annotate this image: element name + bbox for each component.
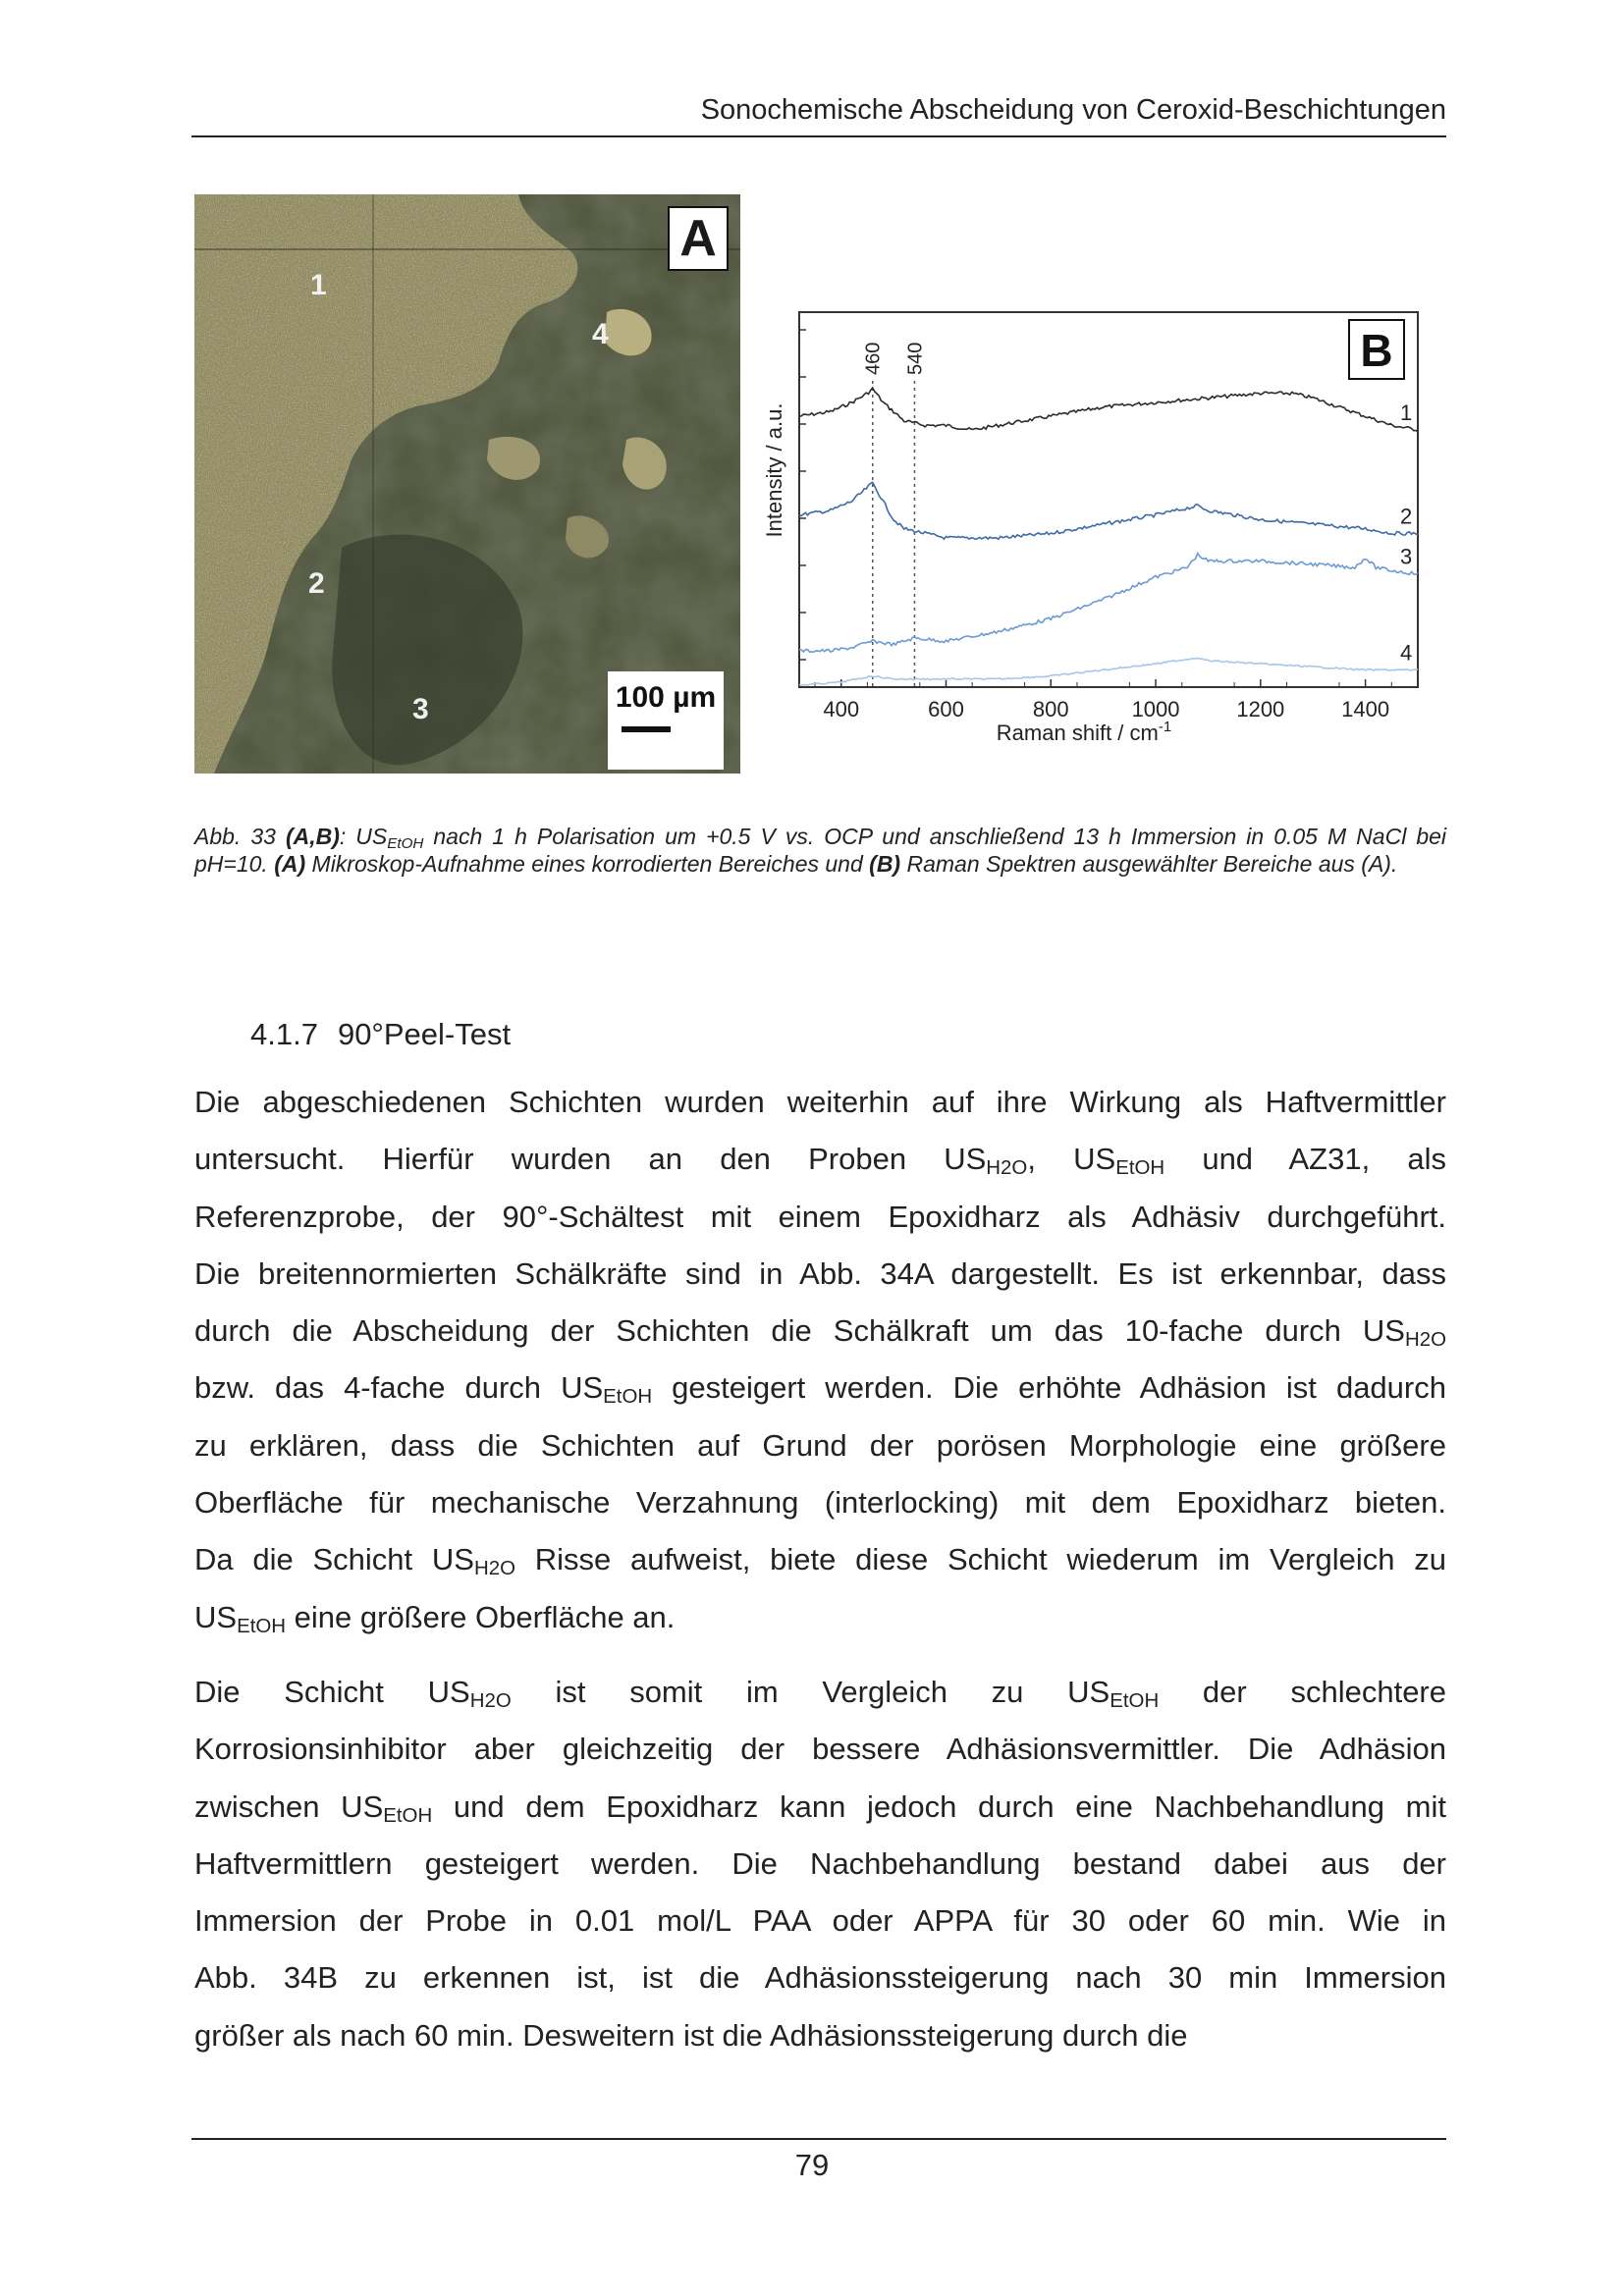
region-label-2: 2: [308, 567, 325, 600]
text-line: [194, 1360, 1446, 1416]
text-line: [194, 1303, 1446, 1360]
text-line: [194, 1474, 1446, 1531]
text-run: ist somit im Vergleich zu US: [511, 1675, 1110, 1709]
x-tick-label: 1000: [1131, 697, 1180, 721]
series-line-1: [799, 388, 1418, 431]
paragraph-1: [194, 1074, 1446, 1646]
x-tick-label: 800: [1032, 697, 1069, 721]
text-line: [194, 1131, 1446, 1188]
text-line: [194, 1779, 1446, 1836]
running-header: Sonochemische Abscheidung von Ceroxid-Beschichtungen: [700, 94, 1446, 126]
text-run: der schlechtere: [1159, 1675, 1446, 1709]
series-line-3: [799, 554, 1418, 653]
x-tick-label: 600: [928, 697, 964, 721]
text-run: gesteigert werden. Die erhöhte Adhäsion ist dadurch: [652, 1370, 1446, 1406]
text-run: bzw. das 4-fache durch US: [194, 1370, 604, 1406]
series-line-4: [799, 658, 1418, 685]
section-heading: [250, 1017, 511, 1052]
reference-label: 540: [904, 342, 927, 375]
series-label-2: 2: [1400, 504, 1413, 529]
text-run: Risse aufweist, biete diese Schicht wiederum im Vergleich zu: [515, 1542, 1446, 1577]
text-run: US: [194, 1599, 238, 1634]
caption-label-a: (A): [274, 851, 306, 877]
text-run: zu erklären, dass die Schichten auf Grund der porösen Morphologie eine größere: [194, 1427, 1446, 1463]
text-run: eine größere Oberfläche an.: [286, 1599, 676, 1634]
text-run: Oberfläche für mechanische Verzahnung (interlocking) mit dem Epoxidharz bieten.: [194, 1485, 1446, 1521]
series-label-1: 1: [1400, 400, 1413, 425]
panel-label-a: A: [668, 206, 729, 271]
caption-text-3: Raman Spektren ausgewählter Bereiche aus (A).: [900, 851, 1398, 877]
subscript: EtOH: [383, 1803, 433, 1827]
micrograph-panel-a: [194, 194, 740, 774]
text-run: Da die Schicht US: [194, 1542, 474, 1577]
reference-label: 460: [862, 342, 885, 375]
text-run: Die abgeschiedenen Schichten wurden weiterhin auf ihre Wirkung als Haftvermittler: [194, 1085, 1446, 1119]
text-run: Referenzprobe, der 90°-Schältest mit einem Epoxidharz als Adhäsiv durchgeführt.: [194, 1199, 1446, 1234]
text-run: Abb. 34B zu erkennen ist, ist die Adhäsionssteigerung nach 30 min Immersion: [194, 1960, 1446, 1996]
region-label-1: 1: [310, 269, 327, 301]
plot-area: [762, 312, 1418, 745]
plot-frame: [799, 312, 1418, 687]
text-line: [194, 1949, 1446, 2006]
text-line: [194, 1589, 1446, 1646]
text-run: Haftvermittlern gesteigert werden. Die Nachbehandlung bestand dabei aus der: [194, 1845, 1446, 1881]
scale-bar-box: [608, 671, 724, 770]
text-line: [194, 2007, 1446, 2064]
text-run: durch die Abscheidung der Schichten die Schälkraft um das 10-fache durch US: [194, 1313, 1405, 1349]
text-line: [194, 1417, 1446, 1474]
region-label-3: 3: [412, 693, 429, 725]
text-run: und dem Epoxidharz kann jedoch durch eine Nachbehandlung mit: [432, 1789, 1446, 1824]
text-line: [194, 1721, 1446, 1778]
x-axis-label: Raman shift / $cm^{-1}$: [996, 719, 1172, 745]
text-run: größer als nach 60 min. Desweitern ist die Adhäsionssteigerung durch die: [194, 2017, 1188, 2053]
series-label-3: 3: [1400, 544, 1413, 569]
figure-caption: [194, 823, 1446, 878]
subscript: EtOH: [1110, 1689, 1160, 1713]
region-label-4: 4: [592, 318, 609, 350]
text-line: [194, 1189, 1446, 1246]
text-run: , US: [1027, 1142, 1116, 1177]
text-line: [194, 1836, 1446, 1893]
section-title: 90°Peel-Test: [337, 1017, 512, 1051]
text-run: Korrosionsinhibitor aber gleichzeitig der bessere Adhäsionsvermittler. Die Adhäsion: [194, 1732, 1446, 1767]
caption-colon: : US: [339, 824, 388, 849]
x-axis-label-sup: -1: [1158, 719, 1172, 735]
subscript: EtOH: [237, 1614, 287, 1637]
series-line-2: [799, 482, 1418, 539]
text-line: [194, 1893, 1446, 1949]
text-run: Die breitennormierten Schälkräfte sind in Abb. 34A dargestellt. Es ist erkennbar, dass: [194, 1255, 1446, 1291]
x-tick-label: 400: [823, 697, 860, 721]
text-run: untersucht. Hierfür wurden an den Proben US: [194, 1142, 987, 1177]
text-run: Immersion der Probe in 0.01 mol/L PAA oder APPA für 30 oder 60 min. Wie in: [194, 1903, 1446, 1939]
text-line: [194, 1664, 1446, 1721]
raman-chart-panel-b: [748, 294, 1435, 785]
footer-rule: [191, 2138, 1446, 2140]
text-run: und AZ31, als: [1164, 1142, 1447, 1177]
header-rule: [191, 135, 1446, 137]
caption-sub-etoh: EtOH: [387, 834, 424, 852]
text-run: Die Schicht US: [194, 1675, 470, 1709]
paragraph-2: [194, 1664, 1446, 2064]
subscript: EtOH: [1115, 1156, 1165, 1180]
panel-label-b: B: [1360, 325, 1393, 376]
scale-bar-label: 100 µm: [615, 681, 717, 714]
subscript: H2O: [1404, 1328, 1446, 1352]
caption-text-2: Mikroskop-Aufnahme eines korrodierten Bereiches und: [305, 851, 870, 877]
text-line: [194, 1074, 1446, 1131]
caption-text-1: nach 1 h Polarisation um +0.5 V vs. OCP und anschließend 13 h Immersion in 0.05 M NaCl bei pH=10.: [194, 824, 1447, 877]
subscript: H2O: [469, 1689, 512, 1713]
series-label-4: 4: [1400, 640, 1413, 666]
x-tick-label: 1400: [1341, 697, 1390, 721]
caption-prefix: Abb. 33: [194, 824, 286, 849]
subscript: H2O: [986, 1156, 1028, 1180]
y-axis-label: Intensity / a.u.: [762, 402, 786, 538]
text-line: [194, 1531, 1446, 1588]
text-run: zwischen US: [194, 1789, 384, 1824]
raman-chart: [748, 294, 1435, 785]
text-line: [194, 1246, 1446, 1303]
scale-bar-line: [622, 726, 671, 732]
subscript: EtOH: [603, 1385, 653, 1409]
x-tick-label: 1200: [1236, 697, 1285, 721]
caption-label-b: (B): [869, 851, 901, 877]
subscript: H2O: [473, 1557, 516, 1580]
section-number: 4.1.7: [250, 1017, 318, 1051]
caption-label-ab: (A,B): [285, 824, 340, 849]
page-number: 79: [794, 2148, 830, 2182]
